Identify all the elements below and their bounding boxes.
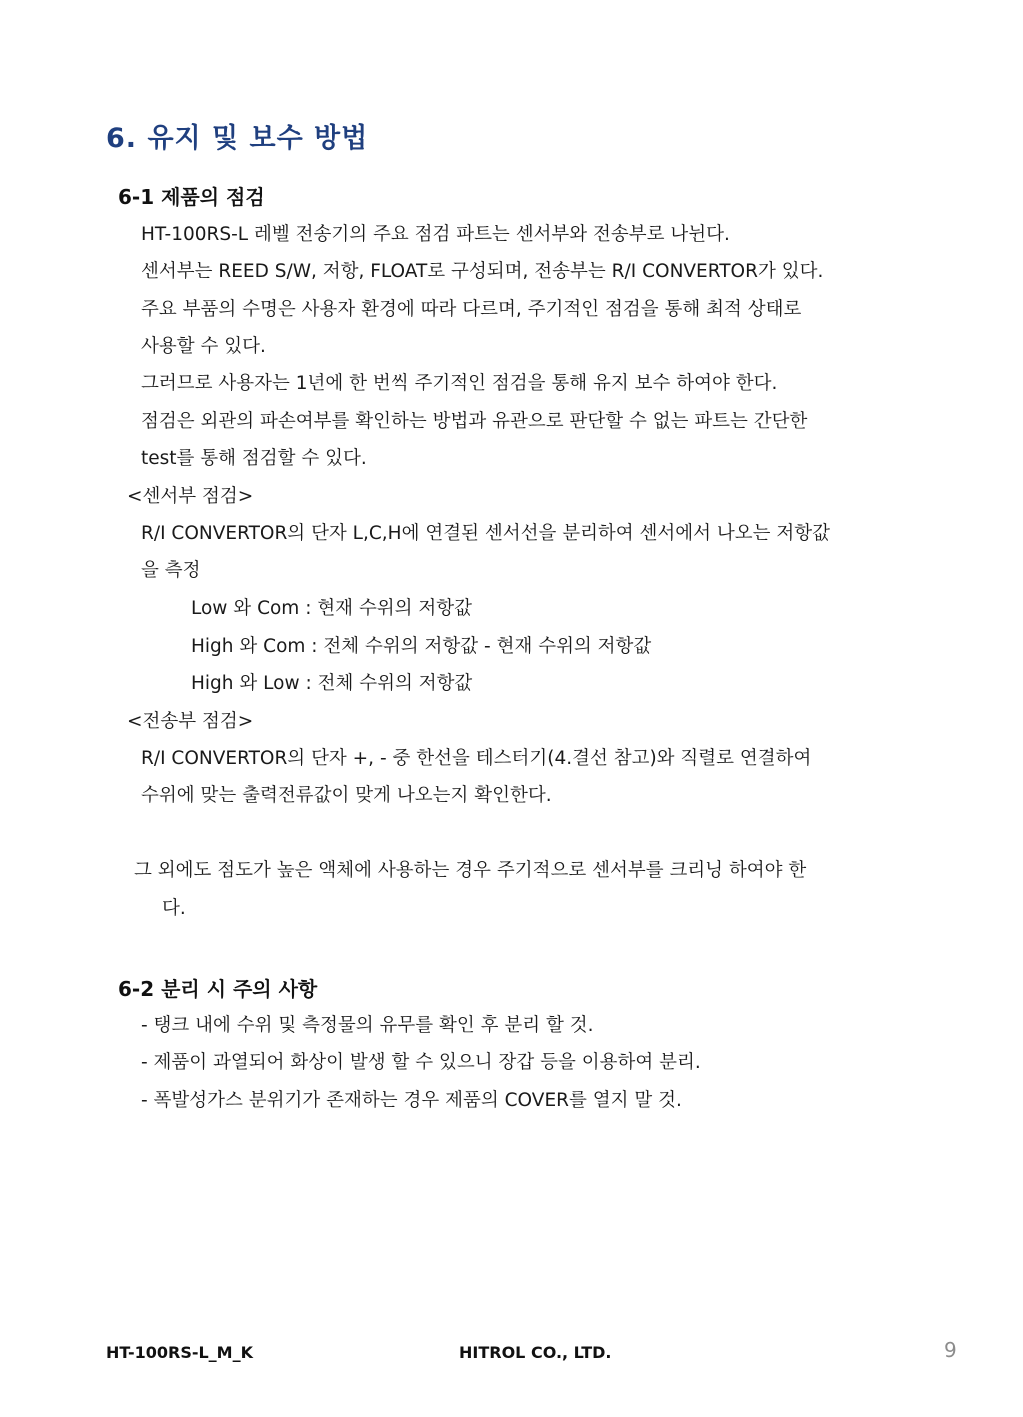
subsection-title-6-2: 6-2 분리 시 주의 사항 [118,977,318,1001]
paragraph-line: 주요 부품의 수명은 사용자 환경에 따라 다르며, 주기적인 점검을 통해 최적 상태로 [141,299,802,320]
section-title: 6. 유지 및 보수 방법 [106,123,369,154]
paragraph-line: 그러므로 사용자는 1년에 한 번씩 주기적인 점검을 통해 유지 보수 하여야 한다. [141,373,778,394]
paragraph-line: R/I CONVERTOR의 단자 L,C,H에 연결된 센서선을 분리하여 센서에서 나오는 저항값 [141,523,831,544]
paragraph-line: R/I CONVERTOR의 단자 +, - 중 한선을 테스터기(4.결선 참고)와 직렬로 연결하여 [141,748,812,769]
caution-item: - 폭발성가스 분위기가 존재하는 경우 제품의 COVER를 열지 말 것. [141,1090,682,1111]
paragraph-line: 사용할 수 있다. [141,336,266,357]
caution-item: - 탱크 내에 수위 및 측정물의 유무를 확인 후 분리 할 것. [141,1015,594,1036]
sensor-item: Low 와 Com : 현재 수위의 저항값 [191,598,473,619]
sensor-check-heading: <센서부 점검> [127,486,254,507]
paragraph-line: 을 측정 [141,560,201,581]
sensor-item: High 와 Low : 전체 수위의 저항값 [191,673,473,694]
transmitter-check-heading: <전송부 점검> [127,711,254,732]
subsection-title-6-1: 6-1 제품의 점검 [118,185,265,209]
paragraph-line: HT-100RS-L 레벨 전송기의 주요 점검 파트는 센서부와 전송부로 나뉜다. [141,224,730,245]
paragraph-line: 점검은 외관의 파손여부를 확인하는 방법과 유관으로 판단할 수 없는 파트는 간단한 [141,411,808,432]
paragraph-line: 다. [162,898,186,919]
footer-doc-code: HT-100RS-L_M_K [106,1343,253,1362]
caution-item: - 제품이 과열되어 화상이 발생 할 수 있으니 장갑 등을 이용하여 분리. [141,1052,701,1073]
page-number: 9 [944,1338,957,1362]
sensor-item: High 와 Com : 전체 수위의 저항값 - 현재 수위의 저항값 [191,636,652,657]
paragraph-line: 센서부는 REED S/W, 저항, FLOAT로 구성되며, 전송부는 R/I CONVERTOR가 있다. [141,261,824,282]
paragraph-line: 수위에 맞는 출력전류값이 맞게 나오는지 확인한다. [141,785,552,806]
paragraph-line: 그 외에도 점도가 높은 액체에 사용하는 경우 주기적으로 센서부를 크리닝 하여야 한 [134,860,807,881]
paragraph-line: test를 통해 점검할 수 있다. [141,448,367,469]
footer-company: HITROL CO., LTD. [459,1343,612,1362]
